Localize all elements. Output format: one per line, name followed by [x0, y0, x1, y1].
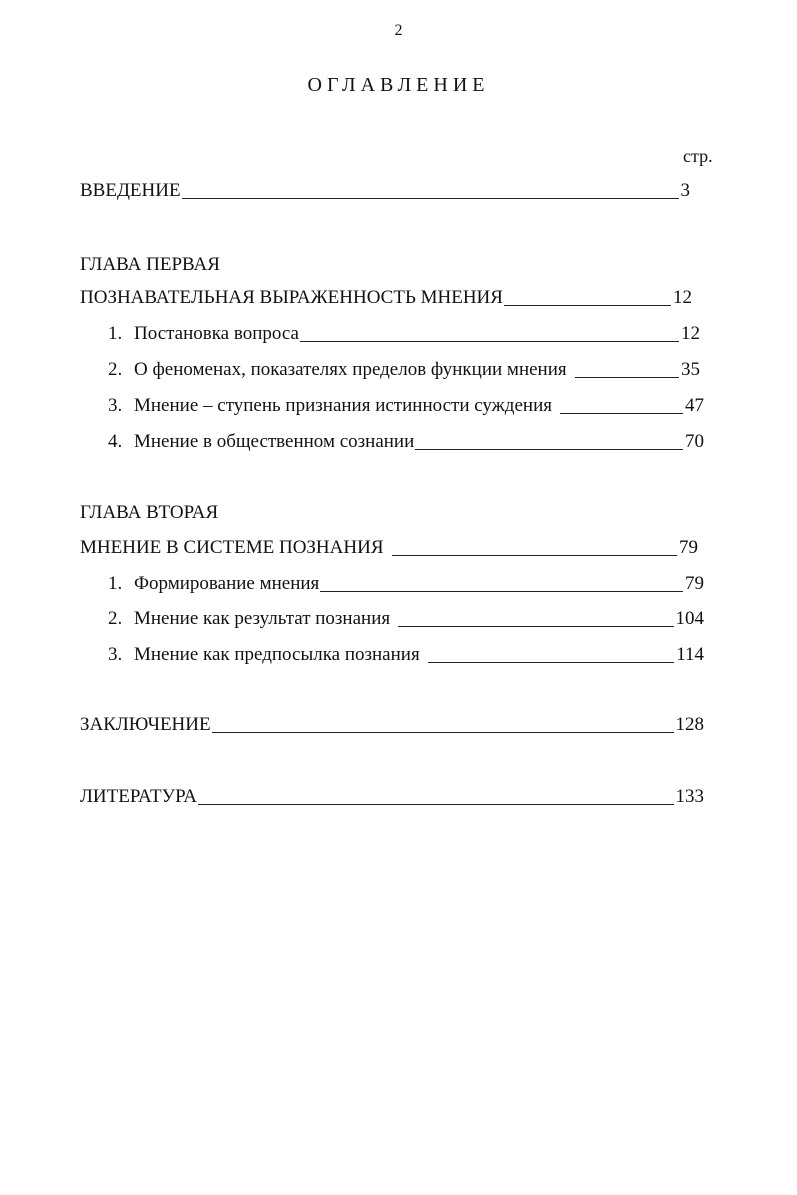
dot-leader	[504, 305, 671, 306]
toc-page-number: 12	[681, 323, 700, 344]
toc-entry-1-2[interactable]	[108, 359, 700, 381]
toc-entry-conclusion[interactable]	[80, 714, 704, 736]
toc-entry-text: МНЕНИЕ В СИСТЕМЕ ПОЗНАНИЯ	[80, 537, 384, 558]
toc-entry-text: ЗАКЛЮЧЕНИЕ	[80, 714, 211, 735]
toc-entry-text: 3. Мнение как предпосылка познания	[108, 644, 420, 665]
page-number: 2	[394, 22, 403, 39]
toc-page-number: 79	[685, 573, 704, 594]
toc-entry-1-3[interactable]	[108, 395, 704, 417]
toc-page-number: 70	[685, 431, 704, 452]
toc-entry-2-2[interactable]	[108, 608, 704, 630]
toc-entry-text: 2. Мнение как результат познания	[108, 608, 391, 629]
dot-leader	[560, 413, 683, 414]
toc-entry-literature[interactable]	[80, 786, 704, 808]
toc-entry-intro[interactable]	[80, 180, 690, 202]
dot-leader	[392, 555, 678, 556]
toc-entry-chapter-2[interactable]	[80, 537, 698, 559]
toc-entry-text: ЛИТЕРАТУРА	[80, 786, 197, 807]
toc-entry-text: 1. Постановка вопроса	[108, 323, 299, 344]
chapter-1-heading: ГЛАВА ПЕРВАЯ	[80, 254, 220, 275]
toc-entry-text: ПОЗНАВАТЕЛЬНАЯ ВЫРАЖЕННОСТЬ МНЕНИЯ	[80, 287, 503, 308]
page-title: ОГЛАВЛЕНИЕ	[307, 74, 490, 96]
dot-leader	[182, 198, 679, 199]
toc-page-number: 12	[673, 287, 692, 308]
dot-leader	[212, 732, 674, 733]
toc-entry-2-3[interactable]	[108, 644, 704, 666]
pages-column-label: стр.	[683, 146, 713, 166]
dot-leader	[398, 626, 673, 627]
dot-leader	[415, 449, 683, 450]
toc-page-number: 114	[676, 644, 704, 665]
toc-entry-text: 2. О феноменах, показателях пределов функции мнения	[108, 359, 567, 380]
toc-page-number: 35	[681, 359, 700, 380]
toc-entry-chapter-1[interactable]	[80, 287, 692, 309]
toc-entry-text: 4. Мнение в общественном сознании	[108, 431, 415, 452]
toc-entry-1-4[interactable]	[108, 431, 704, 453]
dot-leader	[575, 377, 679, 378]
dot-leader	[320, 591, 683, 592]
toc-page-number: 79	[679, 537, 698, 558]
toc-entry-1-1[interactable]	[108, 323, 700, 345]
toc-entry-text: 1. Формирование мнения	[108, 573, 320, 594]
chapter-2-heading: ГЛАВА ВТОРАЯ	[80, 502, 219, 523]
toc-entry-text: ВВЕДЕНИЕ	[80, 180, 181, 201]
toc-page-number: 3	[680, 180, 690, 201]
toc-entry-2-1[interactable]	[108, 573, 704, 595]
toc-page-number: 133	[675, 786, 704, 807]
dot-leader	[428, 662, 675, 663]
toc-page-number: 128	[675, 714, 704, 735]
toc-entry-text: 3. Мнение – ступень признания истинности суждения	[108, 395, 552, 416]
dot-leader	[198, 804, 674, 805]
toc-page-number: 47	[685, 395, 704, 416]
dot-leader	[300, 341, 679, 342]
toc-page-number: 104	[675, 608, 704, 629]
